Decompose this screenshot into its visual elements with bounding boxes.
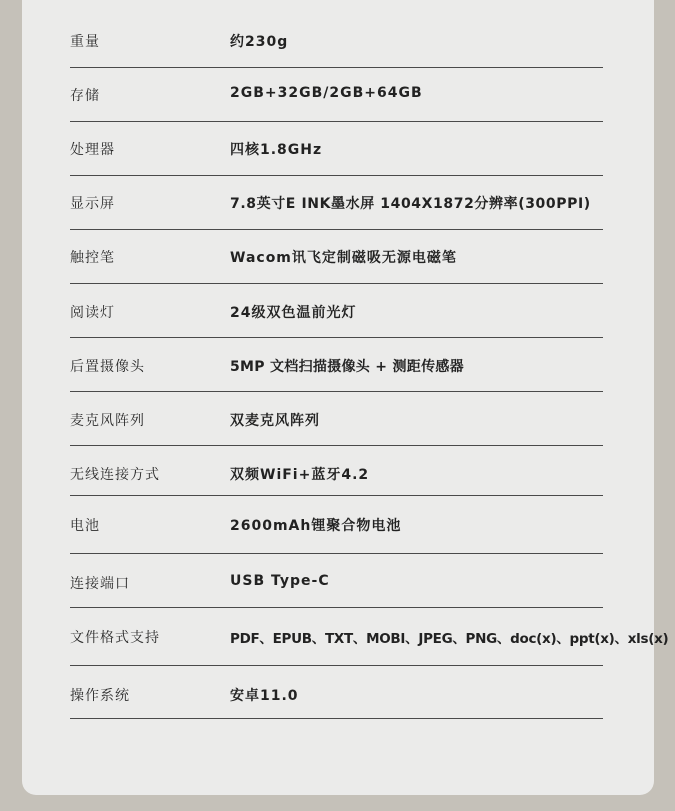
spec-value: Wacom讯飞定制磁吸无源电磁笔	[230, 250, 457, 266]
row-divider	[70, 229, 603, 230]
spec-value: 约230g	[230, 34, 289, 50]
spec-label: 文件格式支持	[70, 630, 160, 646]
spec-card	[22, 0, 654, 795]
spec-value: 四核1.8GHz	[230, 142, 323, 158]
row-divider	[70, 391, 603, 392]
spec-label: 处理器	[70, 142, 115, 158]
spec-label: 重量	[70, 34, 100, 50]
row-divider	[70, 67, 603, 68]
row-divider	[70, 665, 603, 666]
spec-value: PDF、EPUB、TXT、MOBI、JPEG、PNG、doc(x)、ppt(x)、xls(x)	[230, 631, 669, 647]
spec-label: 无线连接方式	[70, 467, 160, 483]
spec-value: 7.8英寸E INK墨水屏 1404X1872分辨率(300PPI)	[230, 196, 591, 212]
row-divider	[70, 495, 603, 496]
spec-value: 双麦克风阵列	[230, 413, 320, 429]
row-divider	[70, 607, 603, 608]
spec-value: 5MP 文档扫描摄像头 + 测距传感器	[230, 359, 464, 375]
row-divider	[70, 445, 603, 446]
spec-value: 2GB+32GB/2GB+64GB	[230, 85, 423, 101]
row-divider	[70, 337, 603, 338]
spec-label: 后置摄像头	[70, 359, 145, 375]
row-divider	[70, 283, 603, 284]
spec-label: 显示屏	[70, 196, 115, 212]
spec-label: 阅读灯	[70, 305, 115, 321]
spec-label: 连接端口	[70, 576, 130, 592]
spec-value: 24级双色温前光灯	[230, 305, 357, 321]
spec-label: 操作系统	[70, 688, 130, 704]
spec-value: 2600mAh锂聚合物电池	[230, 518, 402, 534]
row-divider	[70, 718, 603, 719]
spec-label: 存储	[70, 88, 100, 104]
row-divider	[70, 121, 603, 122]
row-divider	[70, 553, 603, 554]
spec-label: 电池	[70, 518, 100, 534]
spec-value: 双频WiFi+蓝牙4.2	[230, 467, 370, 483]
spec-label: 触控笔	[70, 250, 115, 266]
row-divider	[70, 175, 603, 176]
spec-label: 麦克风阵列	[70, 413, 145, 429]
spec-value: USB Type-C	[230, 573, 330, 589]
spec-value: 安卓11.0	[230, 688, 299, 704]
